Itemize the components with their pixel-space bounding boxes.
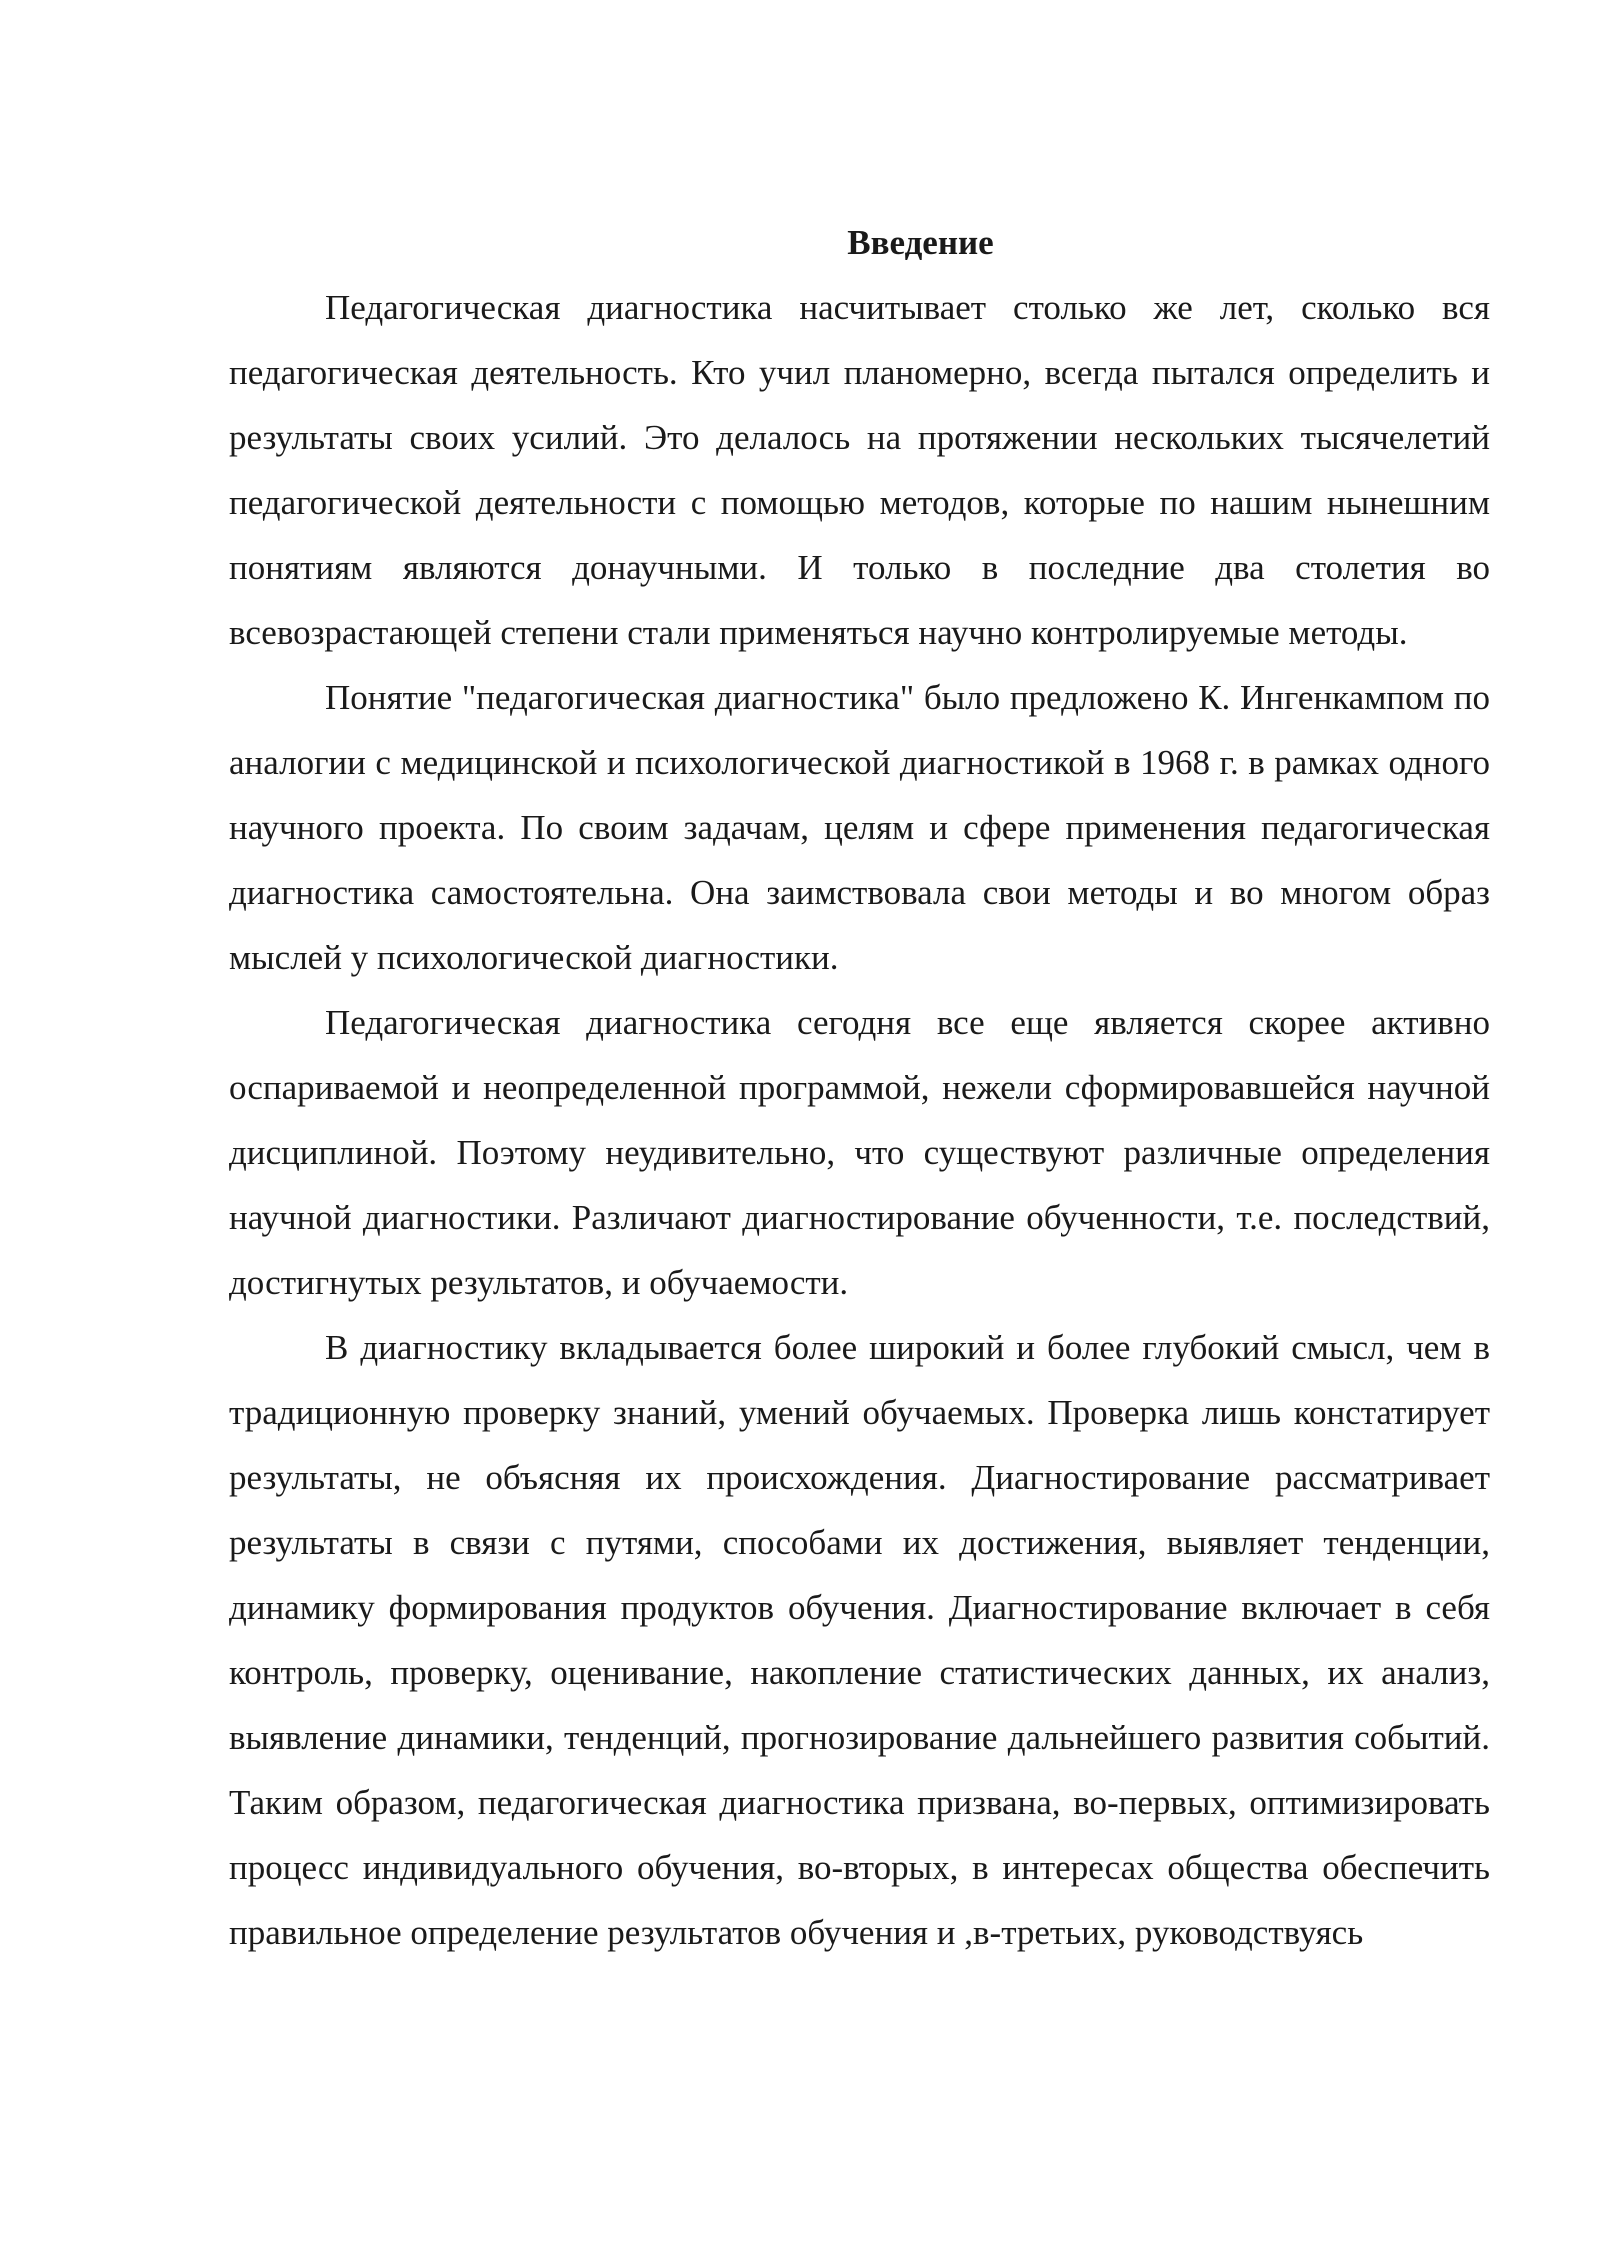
- document-body: [229, 210, 1490, 1965]
- page-title: Введение: [847, 223, 994, 262]
- paragraph-3: Педагогическая диагностика сегодня все еще является скорее активно оспариваемой и неопределенной программой, нежели сформировавшейся научной дисциплиной. Поэтому неудивительно, что существуют различные определения научной диагностики. Различают диагностирование обученности, т.е. последствий, достигнутых результатов, и обучаемости.: [229, 1003, 1490, 1302]
- paragraph-4: В диагностику вкладывается более широкий и более глубокий смысл, чем в традиционную проверку знаний, умений обучаемых. Проверка лишь констатирует результаты, не объясняя их происхождения. Диагностирование рассматривает результаты в связи с путями, способами их достижения, выявляет тенденции, динамику формирования продуктов обучения. Диагностирование включает в себя контроль, проверку, оценивание, накопление статистических данных, их анализ, выявление динамики, тенденций, прогнозирование дальнейшего развития событий. Таким образом, педагогическая диагностика призвана, во-первых, оптимизировать процесс индивидуального обучения, во-вторых, в интересах общества обеспечить правильное определение результатов обучения и ,в-третьих, руководствуясь: [229, 1328, 1490, 1952]
- paragraph-1: Педагогическая диагностика насчитывает столько же лет, сколько вся педагогическая деятельность. Кто учил планомерно, всегда пытался определить и результаты своих усилий. Это делалось на протяжении нескольких тысячелетий педагогической деятельности с помощью методов, которые по нашим нынешним понятиям являются донаучными. И только в последние два столетия во всевозрастающей степени стали применяться научно контролируемые методы.: [229, 288, 1490, 652]
- paragraph-2: Понятие "педагогическая диагностика" было предложено К. Ингенкампом по аналогии с медицинской и психологической диагностикой в 1968 г. в рамках одного научного проекта. По своим задачам, целям и сфере применения педагогическая диагностика самостоятельна. Она заимствовала свои методы и во многом образ мыслей у психологической диагностики.: [229, 678, 1490, 977]
